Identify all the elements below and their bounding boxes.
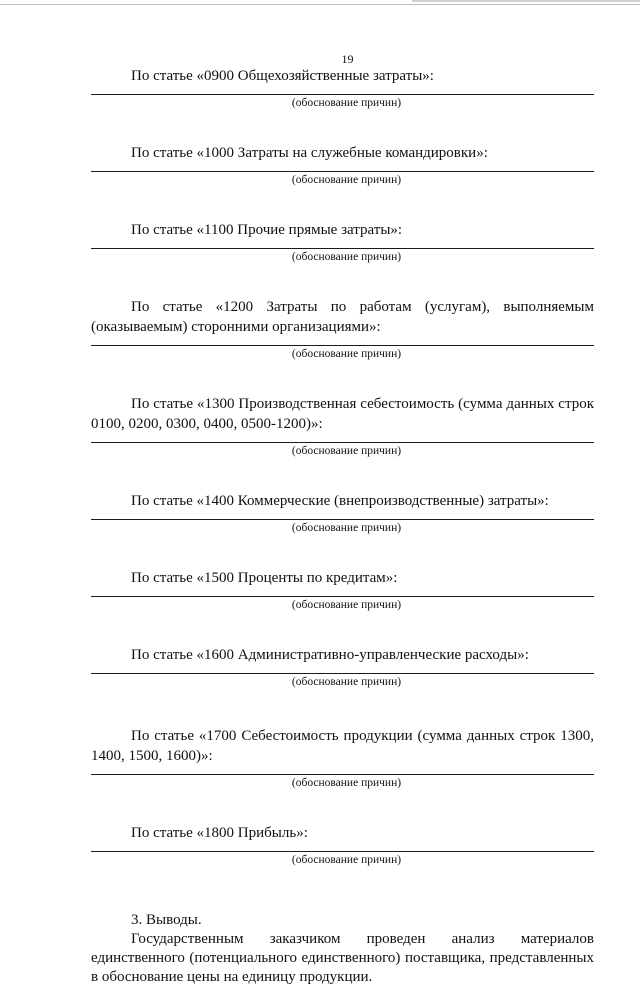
section-1000 xyxy=(91,143,594,187)
fill-in-line xyxy=(91,248,594,249)
section-heading: По статье «1600 Административно-управленческие расходы»: xyxy=(131,647,529,663)
sections-list xyxy=(91,66,594,867)
conclusions-body: Государственным заказчиком проведен анализ материалов единственного (потенциального единственного) поставщика, представленных в обоснование цены на единицу продукции. xyxy=(91,931,594,985)
reason-caption: (обоснование причин) xyxy=(291,251,402,263)
section-heading: По статье «1500 Проценты по кредитам»: xyxy=(131,570,398,586)
section-heading: По статье «0900 Общехозяйственные затраты»: xyxy=(131,68,434,84)
reason-caption: (обоснование причин) xyxy=(291,599,402,611)
section-1700 xyxy=(91,726,594,790)
section-1100 xyxy=(91,220,594,264)
fill-in-line xyxy=(91,774,594,775)
fill-in-line xyxy=(91,345,594,346)
reason-caption: (обоснование причин) xyxy=(291,676,402,688)
reason-caption: (обоснование причин) xyxy=(291,174,402,186)
section-heading: По статье «1400 Коммерческие (внепроизводственные) затраты»: xyxy=(131,493,549,509)
fill-in-line xyxy=(91,673,594,674)
scan-edge xyxy=(0,4,640,5)
section-1300 xyxy=(91,394,594,458)
fill-in-line xyxy=(91,94,594,95)
fill-in-line xyxy=(91,442,594,443)
fill-in-line xyxy=(91,596,594,597)
section-heading: По статье «1200 Затраты по работам (услугам), выполняемым (оказываемым) сторонними организациями»: xyxy=(91,299,594,335)
section-heading: По статье «1000 Затраты на служебные командировки»: xyxy=(131,145,488,161)
section-0900 xyxy=(91,66,594,110)
fill-in-line xyxy=(91,851,594,852)
reason-caption: (обоснование причин) xyxy=(291,97,402,109)
page-number: 19 xyxy=(341,52,354,66)
section-1600 xyxy=(91,645,594,689)
reason-caption: (обоснование причин) xyxy=(291,348,402,360)
conclusions-section xyxy=(91,911,594,987)
fill-in-line xyxy=(91,171,594,172)
section-1500 xyxy=(91,568,594,612)
reason-caption: (обоснование причин) xyxy=(291,522,402,534)
reason-caption: (обоснование причин) xyxy=(291,777,402,789)
section-heading: По статье «1700 Себестоимость продукции (сумма данных строк 1300, 1400, 1500, 1600)»: xyxy=(91,728,594,764)
document-page xyxy=(91,52,594,987)
fill-in-line xyxy=(91,519,594,520)
section-1800 xyxy=(91,823,594,867)
section-1400 xyxy=(91,491,594,535)
scan-edge xyxy=(412,0,640,2)
section-1200 xyxy=(91,297,594,361)
section-heading: По статье «1100 Прочие прямые затраты»: xyxy=(131,222,403,238)
reason-caption: (обоснование причин) xyxy=(291,854,402,866)
section-heading: По статье «1800 Прибыль»: xyxy=(131,825,308,841)
reason-caption: (обоснование причин) xyxy=(291,445,402,457)
conclusions-title: 3. Выводы. xyxy=(131,912,202,928)
section-heading: По статье «1300 Производственная себестоимость (сумма данных строк 0100, 0200, 0300, 0400, 0500-1200)»: xyxy=(91,396,594,432)
